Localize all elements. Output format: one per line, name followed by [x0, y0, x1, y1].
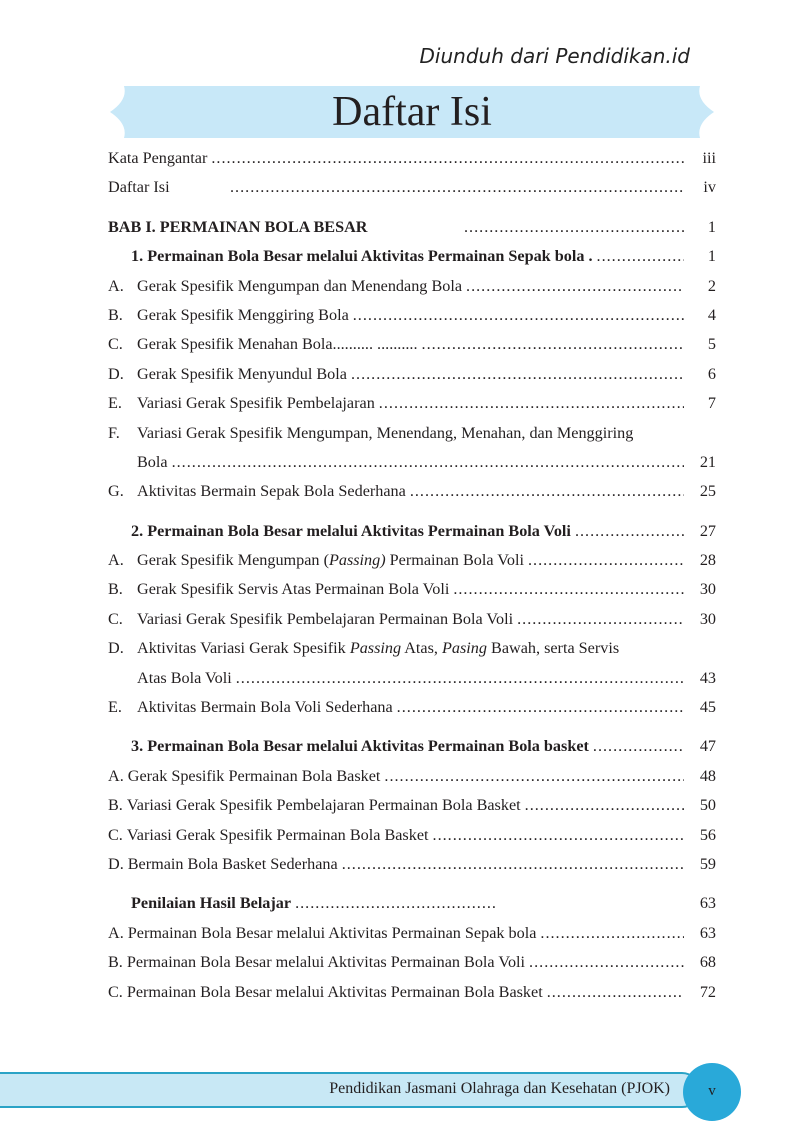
- dot-leader: [342, 850, 684, 879]
- page-title: Daftar Isi: [332, 89, 492, 135]
- dot-leader: [464, 213, 684, 242]
- entry-marker: A.: [108, 923, 124, 942]
- entry-marker: A.: [108, 276, 124, 295]
- dot-leader: [453, 575, 684, 604]
- entry-title: Permainan Bola Besar melalui Aktivitas Permainan Bola Basket: [126, 982, 543, 1001]
- toc-entry[interactable]: [108, 762, 716, 791]
- entry-page: 6: [707, 364, 716, 383]
- toc-entry[interactable]: [108, 389, 716, 418]
- toc-entry[interactable]: [108, 978, 716, 1007]
- entry-marker: C.: [108, 609, 123, 628]
- toc-entry-continued[interactable]: [108, 448, 716, 477]
- entry-page: 47: [699, 737, 716, 756]
- entry-title: Aktivitas Bermain Bola Voli Sederhana: [137, 698, 393, 717]
- page-number-badge: [683, 1063, 741, 1121]
- entry-title: Variasi Gerak Spesifik Pembelajaran Permainan Bola Voli: [137, 609, 514, 628]
- entry-title: Bermain Bola Basket Sederhana: [127, 854, 338, 873]
- section-title: 1. Permainan Bola Besar melalui Aktivitas Permainan Sepak bola .: [131, 247, 593, 266]
- dot-leader: [575, 517, 684, 546]
- entry-marker: C.: [108, 335, 123, 354]
- entry-title: Gerak Spesifik Menyundul Bola: [137, 364, 347, 383]
- entry-title: Permainan Bola Besar melalui Aktivitas Permainan Sepak bola: [127, 923, 537, 942]
- toc-entry[interactable]: [108, 605, 716, 634]
- entry-page: 28: [699, 551, 716, 570]
- entry-page: 4: [707, 305, 716, 324]
- toc-entry[interactable]: [108, 330, 716, 359]
- dot-leader: [351, 360, 684, 389]
- entry-page: 48: [699, 766, 716, 785]
- chapter-title: BAB I. PERMAINAN BOLA BESAR: [108, 217, 368, 236]
- entry-marker: B.: [108, 305, 123, 324]
- dot-leader: [384, 762, 684, 791]
- dot-leader: [422, 330, 684, 359]
- entry-title: Gerak Spesifik Menggiring Bola: [137, 305, 349, 324]
- entry-page: iv: [703, 178, 716, 197]
- entry-page: 63: [699, 923, 716, 942]
- entry-title: Permainan Bola Besar melalui Aktivitas Permainan Bola Voli: [126, 953, 526, 972]
- dot-leader: [353, 301, 684, 330]
- dot-leader: [529, 948, 684, 977]
- entry-page: 5: [707, 335, 716, 354]
- entry-marker: E.: [108, 698, 122, 717]
- dot-leader: [597, 242, 684, 271]
- dot-leader: [433, 821, 684, 850]
- toc-section[interactable]: [108, 517, 716, 546]
- page-number: v: [708, 1083, 716, 1099]
- entry-title: Bola: [137, 452, 168, 471]
- entry-page: 72: [699, 982, 716, 1001]
- section-title: 2. Permainan Bola Besar melalui Aktivitas Permainan Bola Voli: [131, 521, 571, 540]
- entry-title: Variasi Gerak Spesifik Permainan Bola Basket: [126, 825, 429, 844]
- dot-leader: [295, 889, 495, 918]
- entry-marker: G.: [108, 482, 124, 501]
- entry-title: Gerak Spesifik Menahan Bola.......... ..........: [137, 335, 418, 354]
- entry-page: 30: [699, 609, 716, 628]
- entry-page: 1: [707, 217, 716, 236]
- watermark-text: Diunduh dari Pendidikan.id: [419, 44, 690, 68]
- dot-leader: [379, 389, 684, 418]
- entry-marker: D.: [108, 854, 124, 873]
- toc-entry[interactable]: [108, 477, 716, 506]
- entry-title: Gerak Spesifik Permainan Bola Basket: [127, 766, 381, 785]
- dot-leader: [172, 448, 684, 477]
- entry-title: Gerak Spesifik Servis Atas Permainan Bola Voli: [137, 580, 450, 599]
- toc-chapter[interactable]: [108, 213, 716, 242]
- entry-title: Gerak Spesifik Mengumpan (Passing) Permainan Bola Voli: [137, 551, 524, 570]
- entry-page: 50: [699, 796, 716, 815]
- title-banner: [110, 86, 714, 138]
- entry-page: 56: [699, 825, 716, 844]
- dot-leader: [466, 272, 684, 301]
- toc-entry[interactable]: [108, 575, 716, 604]
- toc-entry[interactable]: [108, 634, 716, 663]
- dot-leader: [540, 919, 684, 948]
- toc-entry[interactable]: [108, 360, 716, 389]
- dot-leader: [410, 477, 684, 506]
- entry-page: 21: [699, 452, 716, 471]
- toc-entry[interactable]: [108, 144, 716, 173]
- toc-entry[interactable]: [108, 301, 716, 330]
- entry-page: 1: [707, 247, 716, 266]
- section-title: Penilaian Hasil Belajar: [131, 894, 292, 913]
- dot-leader: [211, 144, 684, 173]
- entry-marker: E.: [108, 394, 122, 413]
- toc-section[interactable]: [108, 242, 716, 271]
- dot-leader: [517, 605, 684, 634]
- toc-entry[interactable]: [108, 850, 716, 879]
- entry-marker: A.: [108, 551, 124, 570]
- section-title: 3. Permainan Bola Besar melalui Aktivitas Permainan Bola basket: [131, 737, 589, 756]
- entry-page: 25: [699, 482, 716, 501]
- dot-leader: [528, 546, 684, 575]
- toc-entry[interactable]: [108, 419, 716, 448]
- entry-marker: F.: [108, 423, 120, 442]
- entry-marker: D.: [108, 639, 124, 658]
- entry-title: Variasi Gerak Spesifik Mengumpan, Menendang, Menahan, dan Menggiring: [137, 423, 634, 442]
- dot-leader: [593, 732, 684, 761]
- entry-marker: A.: [108, 766, 124, 785]
- dot-leader: [525, 791, 684, 820]
- entry-page: 45: [699, 698, 716, 717]
- table-of-contents: [108, 144, 716, 1007]
- footer-book-title: Pendidikan Jasmani Olahraga dan Kesehatan (PJOK): [329, 1080, 670, 1097]
- toc-entry[interactable]: [108, 919, 716, 948]
- toc-entry[interactable]: [108, 693, 716, 722]
- entry-page: 27: [699, 521, 716, 540]
- entry-title: Daftar Isi: [108, 178, 170, 197]
- toc-entry[interactable]: [108, 791, 716, 820]
- entry-page: 30: [699, 580, 716, 599]
- toc-entry[interactable]: [108, 821, 716, 850]
- toc-section[interactable]: [108, 732, 716, 761]
- entry-title: Variasi Gerak Spesifik Pembelajaran: [137, 394, 375, 413]
- entry-marker: B.: [108, 580, 123, 599]
- dot-leader: [547, 978, 684, 1007]
- entry-page: 63: [699, 894, 716, 913]
- entry-title: Kata Pengantar: [108, 149, 208, 167]
- entry-page: 2: [707, 276, 716, 295]
- toc-entry-continued[interactable]: [108, 664, 716, 693]
- entry-marker: D.: [108, 364, 124, 383]
- entry-page: 68: [699, 953, 716, 972]
- toc-section[interactable]: [108, 889, 716, 918]
- entry-title: Aktivitas Variasi Gerak Spesifik Passing Atas, Pasing Bawah, serta Servis: [137, 639, 620, 658]
- toc-entry[interactable]: [108, 272, 716, 301]
- entry-marker: B.: [108, 953, 123, 972]
- entry-title: Gerak Spesifik Mengumpan dan Menendang Bola: [137, 276, 463, 295]
- dot-leader: [230, 173, 684, 202]
- toc-entry[interactable]: [108, 173, 716, 202]
- entry-title: Variasi Gerak Spesifik Pembelajaran Permainan Bola Basket: [126, 796, 521, 815]
- toc-entry[interactable]: [108, 546, 716, 575]
- entry-marker: C.: [108, 982, 123, 1001]
- entry-title: Atas Bola Voli: [137, 668, 232, 687]
- entry-marker: C.: [108, 825, 123, 844]
- entry-page: iii: [702, 149, 716, 167]
- entry-page: 7: [707, 394, 716, 413]
- entry-marker: B.: [108, 796, 123, 815]
- dot-leader: [236, 664, 684, 693]
- dot-leader: [397, 693, 684, 722]
- entry-page: 59: [699, 854, 716, 873]
- toc-entry[interactable]: [108, 948, 716, 977]
- entry-page: 43: [699, 668, 716, 687]
- entry-title: Aktivitas Bermain Sepak Bola Sederhana: [137, 482, 406, 501]
